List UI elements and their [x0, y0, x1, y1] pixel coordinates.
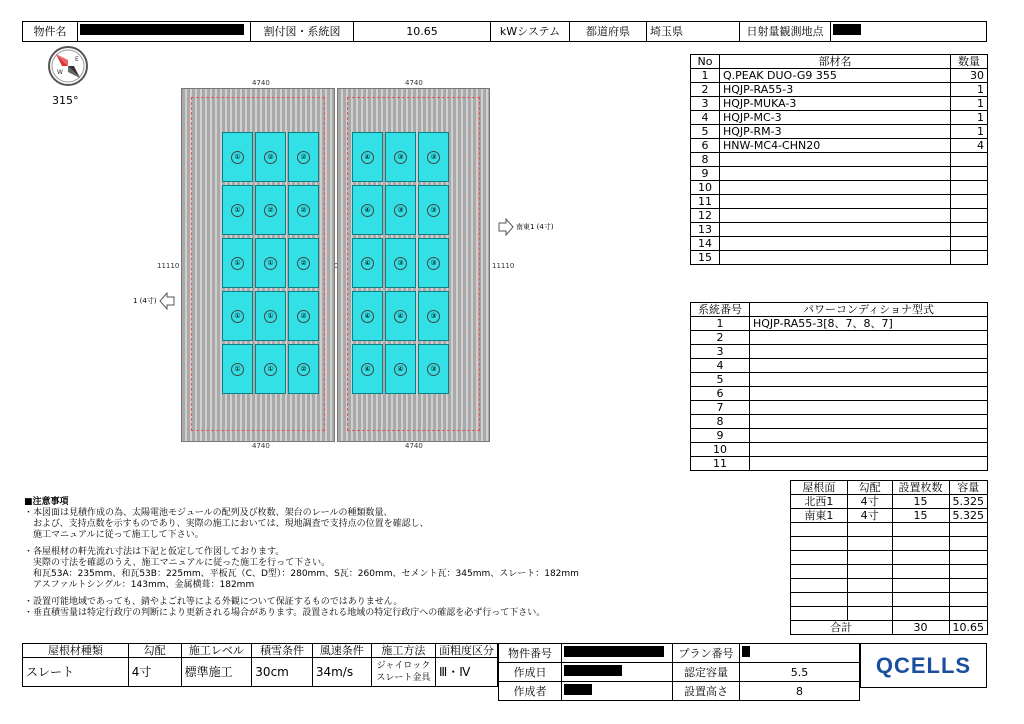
- solar-panel: [418, 344, 449, 394]
- table-row: [691, 237, 988, 251]
- dim-top-left: 4740: [252, 79, 270, 87]
- redacted-block: [564, 665, 622, 676]
- solar-panel: [385, 238, 416, 288]
- parts-cell-name: HQJP-RM-3: [720, 125, 951, 139]
- parts-cell-no: 10: [691, 181, 720, 195]
- plan-no-label: プラン番号: [673, 644, 740, 663]
- table-row: [691, 111, 988, 125]
- parts-header-name: 部材名: [720, 55, 951, 69]
- arrow-left-label: 1 (4寸): [133, 297, 157, 305]
- parts-cell-qty: 1: [951, 97, 988, 111]
- string-number: ④: [394, 363, 407, 376]
- condition-value: 標準施工: [181, 658, 252, 687]
- string-number: ①: [264, 363, 277, 376]
- solar-panel: [222, 132, 253, 182]
- table-row: [691, 125, 988, 139]
- condition-value: 4寸: [128, 658, 181, 687]
- condition-header: 勾配: [128, 644, 181, 658]
- logo-text: QCELLS: [875, 652, 972, 678]
- condition-value: 30cm: [252, 658, 313, 687]
- table-row: [691, 167, 988, 181]
- roof-header-pitch: 勾配: [847, 481, 892, 495]
- table-row: [691, 317, 988, 331]
- table-row: [691, 97, 988, 111]
- string-number: ③: [394, 257, 407, 270]
- solar-panel: [352, 344, 383, 394]
- solar-panel: [385, 185, 416, 235]
- dim-right: 11110: [492, 262, 515, 270]
- string-number: ③: [427, 257, 440, 270]
- parts-cell-no: 3: [691, 97, 720, 111]
- parts-cell-qty: [951, 237, 988, 251]
- system-cell-model: [750, 387, 988, 401]
- solar-panel: [418, 185, 449, 235]
- table-row: [691, 209, 988, 223]
- solar-panel: [352, 291, 383, 341]
- system-cell-model: [750, 331, 988, 345]
- system-cell-model: [750, 429, 988, 443]
- note-line: ・各屋根材の軒先流れ寸法は下記と仮定して作図しております。: [24, 547, 285, 557]
- string-number: ②: [297, 257, 310, 270]
- condition-header: 施工レベル: [181, 644, 252, 658]
- table-row: [691, 429, 988, 443]
- string-number: ①: [264, 257, 277, 270]
- solar-panel: [418, 132, 449, 182]
- string-number: ③: [427, 310, 440, 323]
- system-cell-no: 9: [691, 429, 750, 443]
- note-line: アスファルトシングル：143mm、金属横葺：182mm: [24, 580, 255, 590]
- table-row: [691, 69, 988, 83]
- system-cell-no: 3: [691, 345, 750, 359]
- dim-bottom-left: 4740: [252, 442, 270, 450]
- roof-cell-face: 南東1: [791, 509, 848, 523]
- system-cell-no: 6: [691, 387, 750, 401]
- parts-cell-no: 1: [691, 69, 720, 83]
- parts-cell-qty: 1: [951, 111, 988, 125]
- install-height-value: 8: [740, 682, 860, 701]
- string-number: ②: [264, 204, 277, 217]
- table-row: [691, 83, 988, 97]
- parts-cell-qty: [951, 223, 988, 237]
- roof-cell-count: 15: [892, 495, 949, 509]
- string-number: ④: [361, 151, 374, 164]
- note-line: ・設置可能地域であっても、錆やよごれ等による外観について保証するものではありません。: [24, 597, 403, 607]
- parts-cell-qty: 4: [951, 139, 988, 153]
- string-number: ②: [297, 204, 310, 217]
- roof-cell-pitch: 4寸: [847, 495, 892, 509]
- created-date-label: 作成日: [499, 663, 562, 682]
- note-line: ・本図面は見積作成の為、太陽電池モジュールの配列及び枚数、架台のレールの種類数量、: [24, 508, 393, 518]
- system-cell-no: 10: [691, 443, 750, 457]
- roof-cell-cap: 5.325: [949, 509, 988, 523]
- table-row: [691, 181, 988, 195]
- roof-header-face: 屋根面: [791, 481, 848, 495]
- system-header-no: 系統番号: [691, 303, 750, 317]
- compass-angle: 315°: [52, 94, 79, 107]
- system-cell-no: 11: [691, 457, 750, 471]
- note-line: 施工マニュアルに従って施工して下さい。: [24, 530, 204, 540]
- parts-cell-name: [720, 209, 951, 223]
- solar-panel: [255, 132, 286, 182]
- property-no-label: 物件番号: [499, 644, 562, 663]
- table-row: [691, 415, 988, 429]
- solar-panel: [222, 291, 253, 341]
- table-row: [791, 509, 988, 523]
- system-cell-no: 8: [691, 415, 750, 429]
- solar-panel: [288, 238, 319, 288]
- system-cell-no: 2: [691, 331, 750, 345]
- prefecture-value: 埼玉県: [647, 22, 740, 42]
- system-header-model: パワーコンディショナ型式: [750, 303, 988, 317]
- roof-cell-pitch: 4寸: [847, 509, 892, 523]
- arrow-right-label: 南東1 (4寸): [516, 223, 554, 231]
- table-row: [691, 359, 988, 373]
- string-number: ①: [231, 257, 244, 270]
- roof-header-cap: 容量: [949, 481, 988, 495]
- system-cell-model: [750, 457, 988, 471]
- solar-panel: [352, 185, 383, 235]
- property-name-value: [78, 22, 251, 42]
- string-number: ②: [297, 151, 310, 164]
- system-cell-no: 7: [691, 401, 750, 415]
- solar-panel: [222, 238, 253, 288]
- roof-cell-cap: 5.325: [949, 495, 988, 509]
- solar-panel: [288, 185, 319, 235]
- system-cell-model: [750, 415, 988, 429]
- string-number: ②: [264, 151, 277, 164]
- dim-bottom-right: 4740: [405, 442, 423, 450]
- roof-cell-face: 北西1: [791, 495, 848, 509]
- table-row: [691, 139, 988, 153]
- plan-info-table: [498, 643, 860, 701]
- solar-panel: [385, 132, 416, 182]
- parts-cell-no: 2: [691, 83, 720, 97]
- roof-total-cap: 10.65: [949, 621, 988, 635]
- condition-header: 屋根材種類: [23, 644, 129, 658]
- arrow-right-icon: [498, 218, 514, 236]
- dim-top-right: 4740: [405, 79, 423, 87]
- condition-header: 面粗度区分: [436, 644, 498, 658]
- string-number: ②: [297, 310, 310, 323]
- notes-section: [24, 497, 579, 619]
- roof-cell-count: 15: [892, 509, 949, 523]
- parts-cell-name: [720, 181, 951, 195]
- note-line: および、支持点数を示すものであり、実際の施工においては、現地調査で支持点の位置を確認し、: [24, 519, 429, 529]
- table-row: [691, 195, 988, 209]
- parts-cell-no: 11: [691, 195, 720, 209]
- system-cell-no: 1: [691, 317, 750, 331]
- system-table: [690, 302, 988, 471]
- string-number: ①: [231, 310, 244, 323]
- table-row: [691, 457, 988, 471]
- parts-header-qty: 数量: [951, 55, 988, 69]
- qcells-logo: [860, 643, 987, 688]
- parts-cell-name: [720, 167, 951, 181]
- table-row: [691, 373, 988, 387]
- parts-cell-no: 4: [691, 111, 720, 125]
- condition-header: 積雪条件: [252, 644, 313, 658]
- parts-cell-no: 5: [691, 125, 720, 139]
- header-table: [22, 21, 987, 42]
- string-number: ③: [427, 363, 440, 376]
- parts-header-no: No: [691, 55, 720, 69]
- parts-cell-no: 14: [691, 237, 720, 251]
- parts-cell-qty: [951, 167, 988, 181]
- solar-panel: [222, 344, 253, 394]
- parts-cell-qty: 1: [951, 125, 988, 139]
- table-row: [691, 443, 988, 457]
- parts-cell-qty: 1: [951, 83, 988, 97]
- parts-cell-qty: [951, 195, 988, 209]
- parts-cell-name: Q.PEAK DUO-G9 355: [720, 69, 951, 83]
- roof-total-count: 30: [892, 621, 949, 635]
- string-number: ④: [361, 257, 374, 270]
- note-line: ・垂直積雪量は特定行政庁の判断により更新される場合があります。設置される地域の特定行政庁への確認を必ず行って下さい。: [24, 608, 546, 618]
- redacted-block: [742, 646, 750, 657]
- string-number: ③: [394, 151, 407, 164]
- parts-cell-name: HNW-MC4-CHN20: [720, 139, 951, 153]
- property-no-value: [562, 644, 673, 663]
- parts-cell-name: [720, 237, 951, 251]
- redacted-block: [80, 24, 244, 35]
- system-cell-model: [750, 345, 988, 359]
- install-height-label: 設置高さ: [673, 682, 740, 701]
- solar-panel: [385, 344, 416, 394]
- parts-cell-no: 9: [691, 167, 720, 181]
- table-row: [791, 495, 988, 509]
- solar-panel: [255, 238, 286, 288]
- condition-value: 34m/s: [312, 658, 371, 687]
- certified-capacity-label: 認定容量: [673, 663, 740, 682]
- solar-panel: [352, 132, 383, 182]
- note-line: 和瓦53A：235mm、和瓦53B：225mm、平板瓦（C、D型）：280mm、S瓦：260mm、セメント瓦：345mm、スレート：182mm: [24, 569, 579, 579]
- svg-text:W: W: [57, 69, 63, 76]
- parts-table: [690, 54, 988, 265]
- parts-cell-no: 15: [691, 251, 720, 265]
- string-number: ③: [427, 151, 440, 164]
- solar-panel: [288, 291, 319, 341]
- solar-panel: [222, 185, 253, 235]
- system-cell-no: 4: [691, 359, 750, 373]
- irradiance-label: 日射量観測地点: [740, 22, 831, 42]
- parts-cell-name: HQJP-RA55-3: [720, 83, 951, 97]
- string-number: ④: [361, 310, 374, 323]
- table-row: [691, 345, 988, 359]
- system-cell-model: HQJP-RA55-3[8、7、8、7]: [750, 317, 988, 331]
- string-number: ③: [427, 204, 440, 217]
- parts-cell-no: 6: [691, 139, 720, 153]
- slope-arrow-left: [133, 292, 175, 310]
- solar-panel: [288, 132, 319, 182]
- solar-panel: [418, 238, 449, 288]
- system-cell-model: [750, 359, 988, 373]
- solar-panel: [255, 185, 286, 235]
- parts-cell-name: [720, 223, 951, 237]
- parts-cell-no: 13: [691, 223, 720, 237]
- system-cell-model: [750, 373, 988, 387]
- table-row: [691, 387, 988, 401]
- created-date-value: [562, 663, 673, 682]
- conditions-table: [22, 643, 498, 687]
- parts-cell-qty: [951, 209, 988, 223]
- slope-arrow-right: [498, 218, 554, 236]
- string-number: ①: [231, 151, 244, 164]
- property-name-label: 物件名: [23, 22, 78, 42]
- string-number: ④: [394, 310, 407, 323]
- arrow-left-icon: [159, 292, 175, 310]
- system-cell-model: [750, 401, 988, 415]
- system-cell-no: 5: [691, 373, 750, 387]
- solar-panel: [255, 344, 286, 394]
- string-number: ①: [231, 363, 244, 376]
- author-label: 作成者: [499, 682, 562, 701]
- condition-header: 施工方法: [371, 644, 435, 658]
- solar-panel: [255, 291, 286, 341]
- solar-panel: [352, 238, 383, 288]
- layout-label: 割付図・系統図: [251, 22, 354, 42]
- string-number: ①: [264, 310, 277, 323]
- string-number: ②: [297, 363, 310, 376]
- table-row: [691, 223, 988, 237]
- note-line: 実際の寸法を確認のうえ、施工マニュアルに従った施工を行って下さい。: [24, 558, 331, 568]
- plan-no-value: [740, 644, 860, 663]
- parts-cell-name: HQJP-MUKA-3: [720, 97, 951, 111]
- condition-header: 風速条件: [312, 644, 371, 658]
- table-row: [691, 331, 988, 345]
- roof-header-count: 設置枚数: [892, 481, 949, 495]
- parts-cell-name: [720, 195, 951, 209]
- parts-cell-qty: [951, 181, 988, 195]
- irradiance-value: [831, 22, 987, 42]
- compass-icon: [46, 44, 90, 88]
- parts-cell-no: 12: [691, 209, 720, 223]
- condition-value: スレート: [23, 658, 129, 687]
- certified-capacity-value: 5.5: [740, 663, 860, 682]
- solar-panel: [418, 291, 449, 341]
- condition-value: Ⅲ・Ⅳ: [436, 658, 498, 687]
- redacted-block: [564, 646, 664, 657]
- string-number: ①: [231, 204, 244, 217]
- parts-cell-name: [720, 251, 951, 265]
- string-number: ④: [361, 204, 374, 217]
- string-number: ③: [394, 204, 407, 217]
- condition-value: ジャイロック スレート金具: [371, 658, 435, 687]
- redacted-block: [833, 24, 861, 35]
- redacted-block: [564, 684, 592, 695]
- parts-cell-no: 8: [691, 153, 720, 167]
- system-cell-model: [750, 443, 988, 457]
- system-label: kWシステム: [491, 22, 570, 42]
- parts-cell-name: [720, 153, 951, 167]
- prefecture-label: 都道府県: [570, 22, 647, 42]
- notes-title: ■注意事項: [24, 497, 69, 507]
- parts-cell-qty: [951, 153, 988, 167]
- dim-left: 11110: [157, 262, 180, 270]
- roof-summary-table: [790, 480, 988, 635]
- author-value: [562, 682, 673, 701]
- string-number: ④: [361, 363, 374, 376]
- solar-panel: [385, 291, 416, 341]
- table-row: [691, 153, 988, 167]
- table-row: [691, 251, 988, 265]
- parts-cell-qty: 30: [951, 69, 988, 83]
- capacity-value: 10.65: [354, 22, 491, 42]
- svg-text:E: E: [75, 56, 79, 63]
- parts-cell-name: HQJP-MC-3: [720, 111, 951, 125]
- table-row: [691, 401, 988, 415]
- roof-total-label: 合計: [791, 621, 893, 635]
- parts-cell-qty: [951, 251, 988, 265]
- solar-panel: [288, 344, 319, 394]
